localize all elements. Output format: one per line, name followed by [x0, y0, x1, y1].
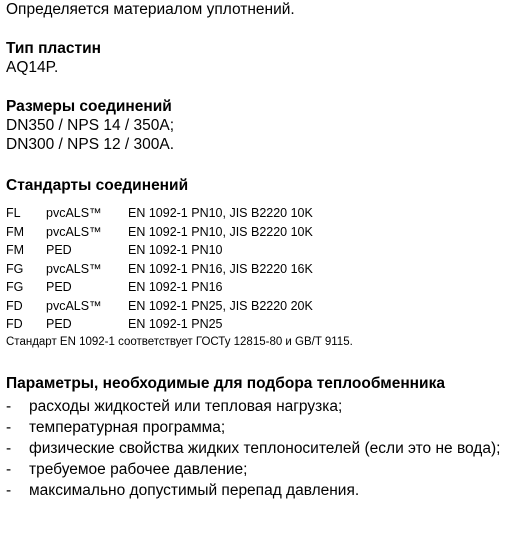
dash-bullet: -: [6, 439, 12, 457]
dash-bullet: -: [6, 418, 12, 436]
list-item-text: требуемое рабочее давление;: [29, 460, 248, 478]
list-item: [6, 396, 501, 417]
document-page: [6, 0, 501, 501]
list-item: [6, 480, 501, 501]
connection-sizes-heading: Размеры соединений: [6, 98, 172, 115]
gasket-material: PED: [46, 280, 72, 294]
gasket-material: pvcALS™: [46, 206, 102, 220]
intro-text: Определяется материалом уплотнений.: [6, 1, 295, 18]
standards-note: Стандарт EN 1092-1 соответствует ГОСТу 12815-80 и GB/T 9115.: [6, 335, 353, 348]
standards-row: [6, 204, 501, 223]
list-item-text: температурная программа;: [29, 418, 226, 436]
connection-standards-heading: Стандарты соединений: [6, 177, 189, 194]
flange-standard: EN 1092-1 PN25: [128, 317, 223, 331]
connection-size-line: DN350 / NPS 14 / 350A;: [6, 117, 175, 134]
standards-row: [6, 278, 501, 297]
standards-row: [6, 223, 501, 242]
standards-row: [6, 260, 501, 279]
gasket-material: PED: [46, 317, 72, 331]
list-item: [6, 438, 501, 459]
plate-type-heading: Тип пластин: [6, 40, 102, 57]
standard-code: FL: [6, 206, 21, 220]
standards-row: [6, 315, 501, 334]
standards-table: [6, 204, 501, 334]
flange-standard: EN 1092-1 PN25, JIS B2220 20K: [128, 298, 313, 313]
standard-code: FG: [6, 280, 24, 294]
gasket-material: pvcALS™: [46, 261, 102, 276]
list-item-text: максимально допустимый перепад давления.: [29, 481, 360, 499]
standards-row: [6, 297, 501, 316]
flange-standard: EN 1092-1 PN10, JIS B2220 10K: [128, 206, 313, 220]
selection-params-list: [6, 396, 501, 501]
flange-standard: EN 1092-1 PN10, JIS B2220 10K: [128, 224, 313, 239]
flange-standard: EN 1092-1 PN16: [128, 280, 223, 294]
gasket-material: pvcALS™: [46, 224, 102, 239]
flange-standard: EN 1092-1 PN10: [128, 243, 223, 257]
standards-row: [6, 241, 501, 260]
list-item: [6, 417, 501, 438]
dash-bullet: -: [6, 481, 12, 499]
gasket-material: pvcALS™: [46, 298, 102, 313]
standard-code: FD: [6, 298, 23, 313]
standard-code: FM: [6, 224, 25, 239]
list-item-text: физические свойства жидких теплоносителей (если это не вода);: [29, 439, 501, 457]
standard-code: FM: [6, 243, 25, 257]
dash-bullet: -: [6, 397, 12, 415]
standard-code: FD: [6, 317, 23, 331]
list-item: [6, 459, 501, 480]
dash-bullet: -: [6, 460, 12, 478]
selection-params-heading: Параметры, необходимые для подбора теплообменника: [6, 374, 445, 392]
plate-type-value: AQ14P.: [6, 59, 59, 76]
connection-size-line: DN300 / NPS 12 / 300A.: [6, 136, 175, 153]
gasket-material: PED: [46, 243, 72, 257]
flange-standard: EN 1092-1 PN16, JIS B2220 16K: [128, 261, 313, 276]
standard-code: FG: [6, 261, 24, 276]
list-item-text: расходы жидкостей или тепловая нагрузка;: [29, 397, 343, 415]
